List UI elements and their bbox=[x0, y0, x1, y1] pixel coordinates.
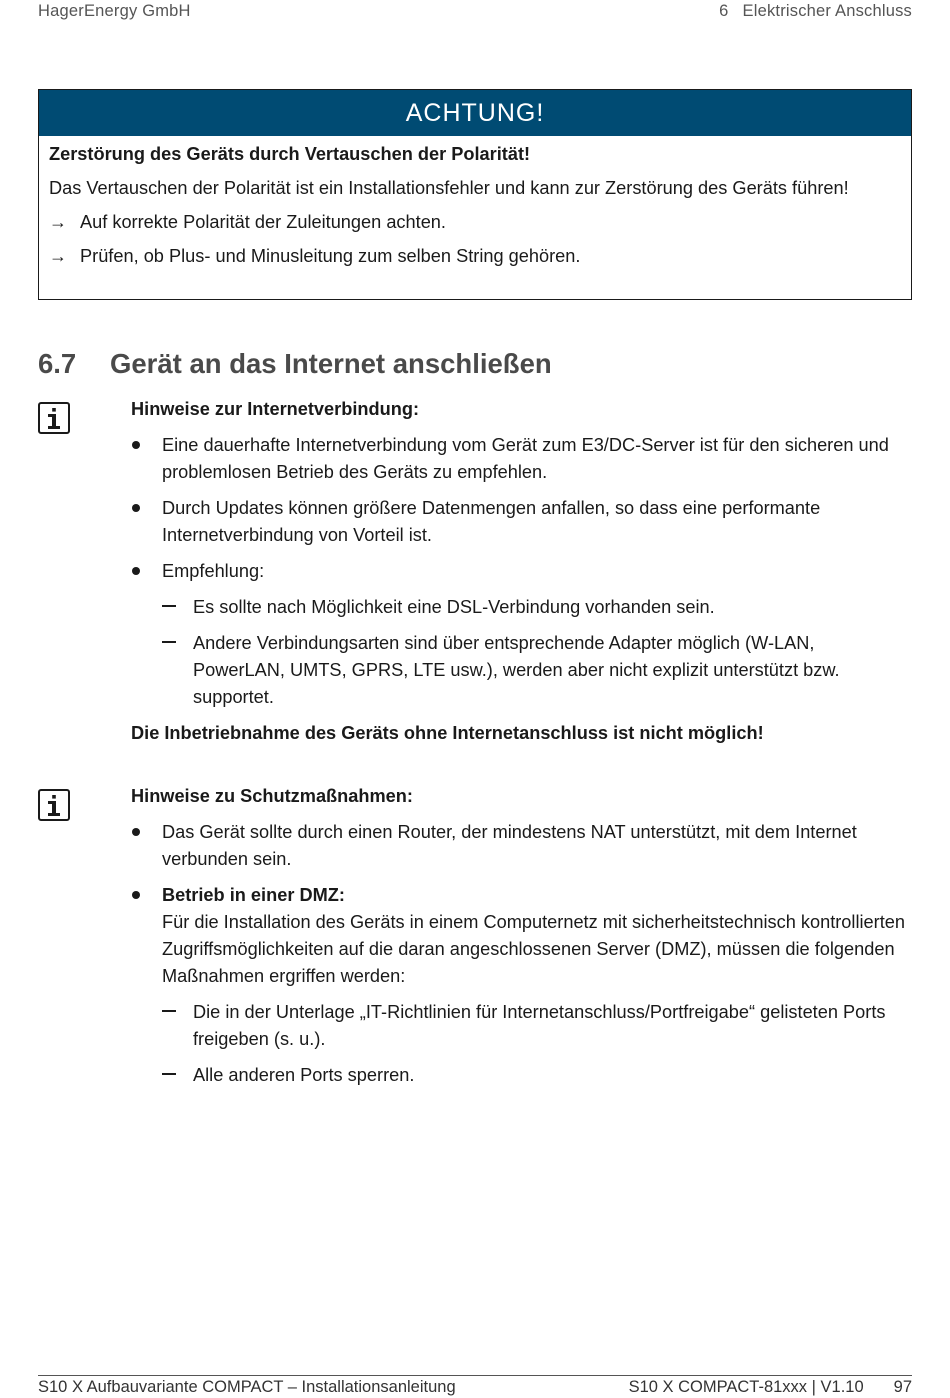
warning-action-text: Auf korrekte Polarität der Zuleitungen achten. bbox=[80, 212, 446, 232]
bullet-icon bbox=[131, 558, 162, 585]
header-chapter-title: Elektrischer Anschluss bbox=[742, 2, 912, 20]
list-item-heading: Betrieb in einer DMZ: bbox=[162, 885, 345, 905]
note-protection bbox=[131, 783, 906, 1098]
list-item-text: Empfehlung: bbox=[162, 561, 265, 581]
header-chapter bbox=[719, 2, 912, 21]
warning-body bbox=[39, 136, 911, 270]
sub-list-item-text: Andere Verbindungsarten sind über entsprechende Adapter möglich (W-LAN, PowerLAN, UMTS, GPRS, LTE usw.), werden aber nicht explizit unterstützt bzw. supportet. bbox=[193, 633, 840, 707]
bullet-icon bbox=[131, 819, 162, 873]
dash-icon bbox=[162, 630, 193, 711]
sub-list-item bbox=[162, 1062, 906, 1089]
dash-icon bbox=[162, 594, 193, 621]
info-icon bbox=[38, 789, 70, 821]
sub-list-item-text: Die in der Unterlage „IT-Richtlinien für Internetanschluss/Portfreigabe“ gelisteten Ports freigeben (s. u.). bbox=[193, 1002, 886, 1049]
footer-title: S10 X Aufbauvariante COMPACT – Installationsanleitung bbox=[38, 1378, 456, 1396]
header-chapter-number: 6 bbox=[719, 2, 729, 20]
info-icon bbox=[38, 402, 70, 434]
bullet-icon bbox=[131, 432, 162, 486]
warning-heading: Zerstörung des Geräts durch Vertauschen der Polarität! bbox=[49, 144, 531, 164]
sub-list-item-text: Alle anderen Ports sperren. bbox=[193, 1065, 415, 1085]
warning-action bbox=[49, 243, 901, 270]
list-item bbox=[131, 432, 906, 486]
list-item-text: Durch Updates können größere Datenmengen anfallen, so dass eine performante Internetverbindung von Vorteil ist. bbox=[162, 498, 821, 545]
bullet-icon bbox=[131, 495, 162, 549]
warning-action bbox=[49, 209, 901, 236]
note-closing: Die Inbetriebnahme des Geräts ohne Internetanschluss ist nicht möglich! bbox=[131, 723, 764, 743]
list-item-text bbox=[162, 882, 906, 990]
section-title: Gerät an das Internet anschließen bbox=[110, 348, 552, 379]
bullet-icon bbox=[131, 882, 162, 990]
header-company: HagerEnergy GmbH bbox=[38, 2, 191, 20]
note-internet bbox=[131, 396, 906, 747]
sub-list-item-text: Es sollte nach Möglichkeit eine DSL-Verbindung vorhanden sein. bbox=[193, 597, 715, 617]
sub-list-item bbox=[162, 999, 906, 1053]
section-heading bbox=[38, 348, 552, 380]
list-item-text: Das Gerät sollte durch einen Router, der mindestens NAT unterstützt, mit dem Internet verbunden sein. bbox=[162, 822, 857, 869]
note-heading: Hinweise zu Schutzmaßnahmen: bbox=[131, 786, 413, 806]
warning-text: Das Vertauschen der Polarität ist ein Installationsfehler und kann zur Zerstörung des Geräts führen! bbox=[49, 178, 849, 198]
page-number: 97 bbox=[893, 1378, 912, 1396]
footer-doc-id: S10 X COMPACT-81xxx | V1.10 bbox=[628, 1378, 864, 1396]
list-item-body: Für die Installation des Geräts in einem Computernetz mit sicherheitstechnisch kontrollierten Zugriffsmöglichkeiten auf die daran angeschlossenen Server (DMZ), müssen die folgenden Maßnahmen ergriffen werden: bbox=[162, 912, 905, 986]
list-item bbox=[131, 882, 906, 990]
warning-title: ACHTUNG! bbox=[39, 90, 911, 136]
arrow-right-icon: → bbox=[49, 212, 67, 232]
list-item bbox=[131, 819, 906, 873]
arrow-right-icon: → bbox=[49, 246, 67, 266]
dash-icon bbox=[162, 1062, 193, 1089]
note-heading: Hinweise zur Internetverbindung: bbox=[131, 399, 419, 419]
list-item bbox=[131, 558, 906, 585]
sub-list-item bbox=[162, 594, 906, 621]
warning-box bbox=[38, 89, 912, 300]
list-item bbox=[131, 495, 906, 549]
list-item-text: Eine dauerhafte Internetverbindung vom Gerät zum E3/DC-Server ist für den sicheren und problemlosen Betrieb des Geräts zu empfehlen. bbox=[162, 435, 889, 482]
footer-meta bbox=[629, 1378, 912, 1397]
section-number: 6.7 bbox=[38, 348, 77, 379]
dash-icon bbox=[162, 999, 193, 1053]
warning-action-text: Prüfen, ob Plus- und Minusleitung zum selben String gehören. bbox=[80, 246, 581, 266]
footer-rule bbox=[38, 1375, 912, 1376]
sub-list-item bbox=[162, 630, 906, 711]
